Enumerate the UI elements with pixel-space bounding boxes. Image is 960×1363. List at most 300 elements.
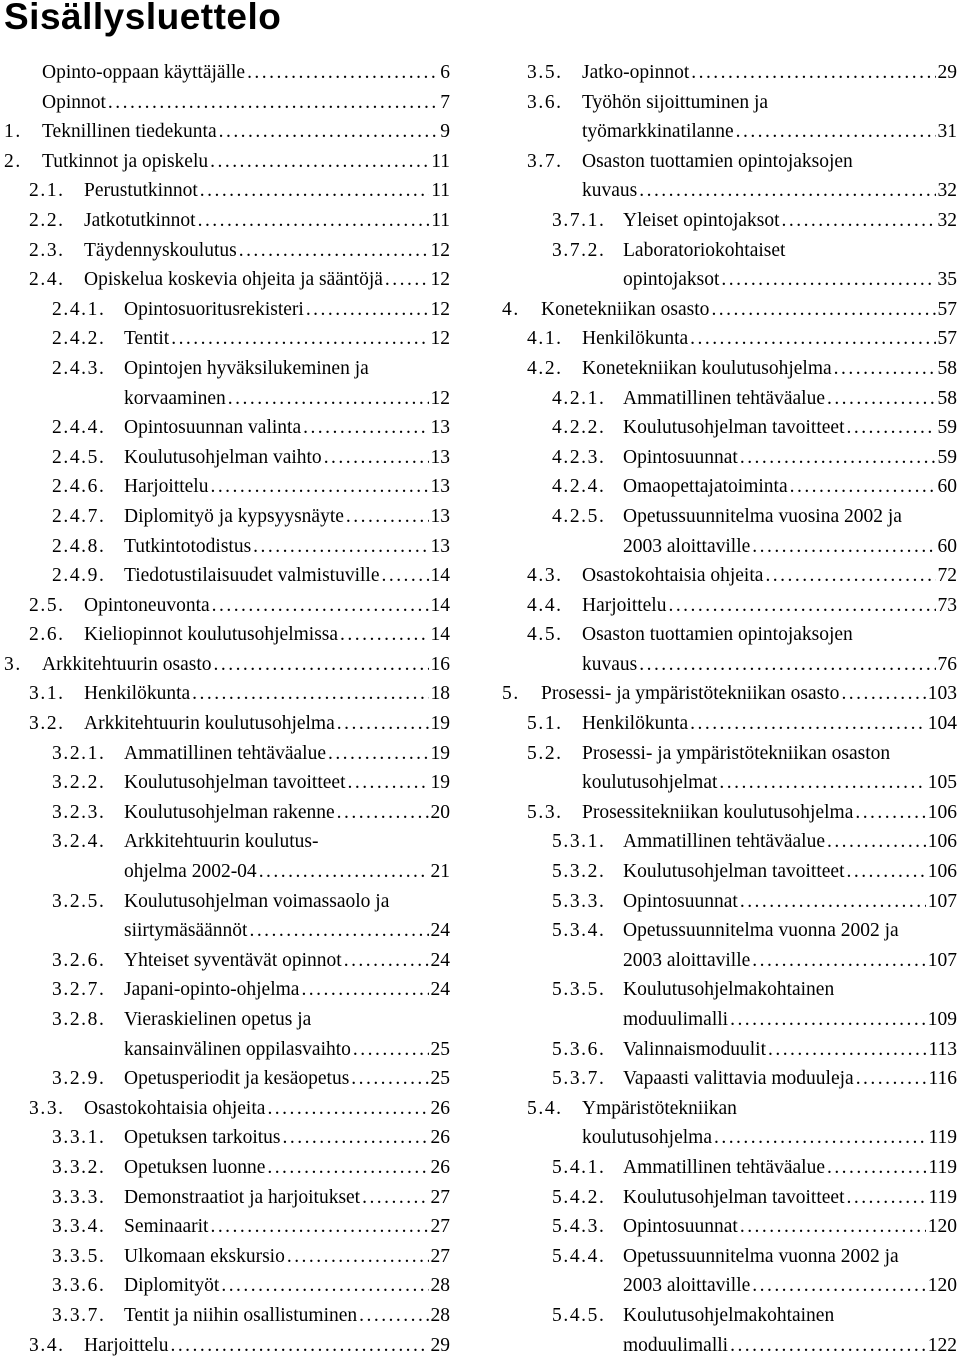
toc-entry-page: 12	[430, 269, 450, 291]
toc-leader-dots	[362, 1183, 428, 1213]
toc-entry-page: 57	[937, 298, 957, 320]
toc-leader-dots	[721, 265, 935, 295]
toc-entry-title: Henkilökunta	[84, 683, 191, 705]
toc-entry-page: 19	[430, 713, 450, 735]
toc-leader-dots	[283, 1123, 429, 1153]
toc-leader-dots	[170, 1331, 428, 1361]
toc-entry-title: Jatkotutkinnot	[84, 209, 196, 231]
toc-entry-title: Tiedotustilaisuudet valmistuville	[124, 565, 380, 587]
toc-leader-dots	[337, 709, 429, 739]
toc-entry-number: 2.	[4, 150, 22, 172]
toc-entry-title: Opinnot	[42, 91, 106, 113]
toc-entry[interactable]	[0, 739, 462, 769]
toc-entry-page: 26	[430, 1097, 450, 1119]
toc-entry-page: 104	[927, 713, 957, 735]
toc-entry-number: 2.1.	[29, 180, 65, 202]
toc-leader-dots	[736, 117, 936, 147]
toc-entry[interactable]	[0, 1005, 462, 1064]
toc-entry[interactable]	[0, 1271, 462, 1301]
toc-entry[interactable]	[502, 620, 960, 679]
toc-entry[interactable]	[502, 354, 960, 384]
toc-entry-title: Tutkintotodistus	[124, 535, 252, 557]
toc-entry-page: 12	[430, 239, 450, 261]
toc-entry-page: 14	[430, 594, 450, 616]
toc-entry-title: Osastokohtaisia ohjeita	[84, 1097, 266, 1119]
toc-entry-title: Seminaarit	[124, 1216, 209, 1238]
toc-entry-page: 29	[937, 62, 957, 83]
toc-entry-page: 59	[937, 417, 957, 439]
toc-leader-dots	[847, 413, 936, 443]
toc-entry[interactable]	[502, 1094, 960, 1153]
toc-entry-page: 19	[430, 772, 450, 794]
toc-entry[interactable]	[0, 117, 462, 147]
toc-entry-title: Prosessi- ja ympäristötekniikan osasto	[541, 683, 840, 705]
toc-entry-number: 5.3.2.	[552, 861, 606, 883]
toc-entry[interactable]	[502, 58, 960, 88]
toc-entry-page: 58	[937, 357, 957, 379]
toc-entry-number: 2.4.7.	[52, 505, 106, 527]
toc-entry-page: 58	[937, 387, 957, 409]
toc-entry-number: 5.4.5.	[552, 1304, 606, 1326]
toc-entry-page: 73	[937, 594, 957, 616]
toc-entry-number: 4.2.5.	[552, 505, 606, 527]
toc-entry-page: 13	[430, 535, 450, 557]
toc-entry-page: 21	[430, 861, 450, 883]
toc-leader-dots	[287, 1242, 429, 1272]
toc-entry-page: 14	[430, 565, 450, 587]
toc-entry[interactable]	[0, 650, 462, 680]
toc-entry-title: Opintojen hyväksilukeminen ja	[124, 357, 369, 379]
toc-entry-page: 25	[430, 1038, 450, 1060]
toc-entry-title: työmarkkinatilanne	[582, 121, 734, 143]
toc-entry[interactable]	[0, 946, 462, 976]
toc-entry-page: 29	[430, 1334, 450, 1356]
toc-entry[interactable]	[0, 1064, 462, 1094]
toc-entry-page: 11	[431, 180, 450, 202]
toc-entry-page: 113	[928, 1038, 957, 1060]
toc-entry-number: 5.4.3.	[552, 1216, 606, 1238]
toc-leader-dots	[214, 650, 429, 680]
toc-leader-dots	[782, 206, 936, 236]
toc-entry-title: Osastokohtaisia ohjeita	[582, 565, 764, 587]
toc-entry-title: korvaaminen	[124, 387, 226, 409]
toc-entry-page: 32	[937, 209, 957, 231]
toc-entry-page: 122	[927, 1334, 957, 1356]
toc-entry[interactable]	[0, 887, 462, 946]
toc-leader-dots	[752, 946, 925, 976]
toc-entry-title: Kieliopinnot koulutusohjelmissa	[84, 624, 339, 646]
toc-entry-page: 24	[430, 920, 450, 942]
toc-entry[interactable]	[0, 798, 462, 828]
toc-entry-title: Koulutusohjelman tavoitteet	[124, 772, 346, 794]
toc-entry-number: 4.2.2.	[552, 417, 606, 439]
toc-leader-dots	[740, 443, 936, 473]
toc-leader-dots	[346, 502, 429, 532]
toc-entry[interactable]	[502, 591, 960, 621]
toc-entry[interactable]	[502, 147, 960, 206]
toc-leader-dots	[228, 384, 429, 414]
toc-entry-number: 5.4.1.	[552, 1156, 606, 1178]
toc-entry-page: 59	[937, 446, 957, 468]
toc-entry-title: Opiskelua koskevia ohjeita ja sääntöjä	[84, 269, 383, 291]
toc-entry-title: Teknillinen tiedekunta	[42, 121, 217, 143]
toc-leader-dots	[247, 58, 438, 88]
toc-entry-page: 14	[430, 624, 450, 646]
toc-entry-title: Tentit	[124, 328, 170, 350]
toc-entry-page: 27	[430, 1245, 450, 1267]
toc-entry-title: Koulutusohjelman tavoitteet	[623, 861, 845, 883]
toc-entry-number: 3.3.	[29, 1097, 65, 1119]
toc-entry-title: Harjoittelu	[582, 594, 667, 616]
toc-entry-page: 106	[927, 831, 957, 853]
toc-entry[interactable]	[0, 1183, 462, 1213]
toc-entry-title: Prosessi- ja ympäristötekniikan osaston	[582, 742, 891, 764]
toc-entry[interactable]	[0, 1242, 462, 1272]
toc-entry[interactable]	[0, 443, 462, 473]
toc-entry-number: 2.5.	[29, 594, 65, 616]
toc-leader-dots	[768, 1035, 926, 1065]
toc-entry[interactable]	[502, 324, 960, 354]
toc-entry[interactable]	[0, 176, 462, 206]
toc-entry[interactable]	[0, 620, 462, 650]
toc-entry-number: 3.3.1.	[52, 1127, 106, 1149]
toc-entry-page: 13	[430, 505, 450, 527]
toc-entry-number: 3.2.3.	[52, 801, 106, 823]
toc-entry[interactable]	[0, 679, 462, 709]
toc-leader-dots	[259, 857, 429, 887]
toc-entry[interactable]	[0, 975, 462, 1005]
toc-entry[interactable]	[0, 1123, 462, 1153]
toc-leader-dots	[328, 739, 429, 769]
toc-entry[interactable]	[0, 827, 462, 886]
toc-entry-title: Koulutusohjelmakohtainen	[623, 1304, 835, 1326]
toc-entry-number: 2.4.4.	[52, 417, 106, 439]
toc-entry-title: 2003 aloittaville	[623, 949, 751, 971]
toc-entry[interactable]	[502, 1301, 960, 1360]
toc-entry-title: Perustutkinnot	[84, 180, 198, 202]
toc-entry-title: Opetusperiodit ja kesäopetus	[124, 1068, 350, 1090]
toc-leader-dots	[253, 532, 428, 562]
toc-entry[interactable]	[0, 561, 462, 591]
toc-entry-title: Koulutusohjelman vaihto	[124, 446, 322, 468]
toc-entry-number: 4.	[502, 298, 520, 320]
toc-entry[interactable]	[502, 1064, 960, 1094]
toc-entry-title: Opintoneuvonta	[84, 594, 210, 616]
toc-entry-page: 24	[430, 979, 450, 1001]
toc-entry-number: 3.4.	[29, 1334, 65, 1356]
toc-leader-dots	[827, 827, 926, 857]
toc-entry-title: Vieraskielinen opetus ja	[124, 1009, 312, 1030]
toc-entry-page: 26	[430, 1156, 450, 1178]
toc-entry[interactable]	[502, 1153, 960, 1183]
toc-entry-page: 57	[937, 328, 957, 350]
toc-entry[interactable]	[0, 502, 462, 532]
toc-leader-dots	[267, 1094, 428, 1124]
toc-entry-title: Osaston tuottamien opintojaksojen	[582, 624, 853, 646]
toc-leader-dots	[306, 295, 429, 325]
toc-entry-page: 106	[927, 801, 957, 823]
toc-entry-page: 116	[928, 1068, 957, 1090]
toc-entry-title: Henkilökunta	[582, 713, 689, 735]
toc-entry-number: 5.3.6.	[552, 1038, 606, 1060]
toc-entry-title: Ammatillinen tehtäväalue	[623, 1156, 825, 1178]
toc-entry-number: 3.7.2.	[552, 239, 606, 261]
toc-entry-number: 3.1.	[29, 683, 65, 705]
toc-entry-title: Jatko-opinnot	[582, 62, 690, 83]
toc-entry[interactable]	[0, 265, 462, 295]
toc-entry-title: moduulimalli	[623, 1009, 729, 1030]
toc-leader-dots	[691, 58, 935, 88]
toc-entry-page: 26	[430, 1127, 450, 1149]
toc-entry-number: 3.3.3.	[52, 1186, 106, 1208]
toc-entry-page: 9	[440, 121, 450, 143]
toc-leader-dots	[210, 1212, 428, 1242]
toc-leader-dots	[730, 1005, 926, 1035]
toc-leader-dots	[239, 236, 429, 266]
toc-entry-number: 3.3.2.	[52, 1156, 106, 1178]
toc-entry-number: 1.	[4, 121, 22, 143]
toc-entry-number: 4.1.	[527, 328, 563, 350]
toc-entry[interactable]	[502, 1242, 960, 1301]
toc-entry[interactable]	[0, 58, 462, 88]
toc-leader-dots	[765, 561, 935, 591]
toc-entry-page: 28	[430, 1275, 450, 1297]
toc-entry-number: 3.5.	[527, 62, 563, 83]
toc-entry-number: 5.1.	[527, 713, 563, 735]
toc-entry-title: ohjelma 2002-04	[124, 861, 257, 883]
toc-entry[interactable]	[0, 1094, 462, 1124]
toc-entry[interactable]	[0, 354, 462, 413]
toc-entry-title: Vapaasti valittavia moduuleja	[623, 1068, 854, 1090]
toc-entry[interactable]	[0, 768, 462, 798]
toc-entry-number: 2.6.	[29, 624, 65, 646]
toc-entry-page: 25	[430, 1068, 450, 1090]
toc-entry-title: Diplomityöt	[124, 1275, 220, 1297]
toc-entry-number: 3.3.4.	[52, 1216, 106, 1238]
toc-entry-title: Opintosuunnat	[623, 446, 738, 468]
toc-entry-page: 7	[440, 91, 450, 113]
toc-entry-page: 32	[937, 180, 957, 202]
toc-entry[interactable]	[502, 472, 960, 502]
toc-entry-number: 4.3.	[527, 565, 563, 587]
toc-entry-number: 4.2.	[527, 357, 563, 379]
toc-leader-dots	[340, 620, 428, 650]
toc-entry[interactable]	[0, 1301, 462, 1331]
toc-entry-title: Opetuksen tarkoitus	[124, 1127, 281, 1149]
toc-entry-title: 2003 aloittaville	[623, 535, 751, 557]
toc-entry-title: Täydennyskoulutus	[84, 239, 237, 261]
toc-entry[interactable]	[0, 709, 462, 739]
toc-leader-dots	[856, 1064, 927, 1094]
toc-entry-title: Ammatillinen tehtäväalue	[623, 831, 825, 853]
toc-leader-dots	[740, 887, 926, 917]
toc-entry[interactable]	[0, 591, 462, 621]
toc-entry[interactable]	[502, 236, 960, 295]
toc-leader-dots	[855, 798, 925, 828]
toc-entry[interactable]	[502, 1183, 960, 1213]
toc-entry[interactable]	[502, 88, 960, 147]
toc-entry[interactable]	[502, 975, 960, 1034]
toc-entry-page: 72	[937, 565, 957, 587]
toc-entry-title: Tentit ja niihin osallistuminen	[124, 1304, 358, 1326]
toc-entry-number: 4.4.	[527, 594, 563, 616]
toc-entry-number: 3.3.6.	[52, 1275, 106, 1297]
toc-entry-number: 5.4.4.	[552, 1245, 606, 1267]
toc-entry-number: 3.	[4, 653, 22, 675]
toc-entry[interactable]	[0, 472, 462, 502]
toc-entry-title: Ulkomaan ekskursio	[124, 1245, 285, 1267]
toc-leader-dots	[303, 413, 428, 443]
toc-entry[interactable]	[502, 561, 960, 591]
toc-entry-number: 5.3.1.	[552, 831, 606, 853]
toc-entry[interactable]	[502, 206, 960, 236]
toc-entry[interactable]	[502, 857, 960, 887]
toc-leader-dots	[351, 1064, 428, 1094]
toc-entry-title: kuvaus	[582, 653, 638, 675]
toc-entry[interactable]	[502, 679, 960, 709]
toc-leader-dots	[719, 768, 925, 798]
toc-entry-title: Koulutusohjelman voimassaolo ja	[124, 890, 390, 912]
toc-leader-dots	[108, 88, 438, 118]
toc-entry-number: 4.5.	[527, 624, 563, 646]
toc-entry-title: Opetussuunnitelma vuosina 2002 ja	[623, 505, 902, 527]
toc-entry[interactable]	[502, 798, 960, 828]
toc-leader-dots	[171, 324, 428, 354]
toc-leader-dots	[714, 1123, 926, 1153]
toc-entry-page: 19	[430, 742, 450, 764]
toc-entry[interactable]	[0, 206, 462, 236]
toc-entry-number: 4.2.3.	[552, 446, 606, 468]
toc-leader-dots	[639, 650, 935, 680]
toc-entry-number: 5.2.	[527, 742, 563, 764]
toc-entry-title: Tutkinnot ja opiskelu	[42, 150, 209, 172]
toc-entry-page: 119	[928, 1156, 957, 1178]
toc-entry[interactable]	[502, 413, 960, 443]
toc-entry[interactable]	[0, 236, 462, 266]
toc-leader-dots	[324, 443, 429, 473]
toc-entry-page: 16	[430, 653, 450, 675]
toc-entry[interactable]	[0, 1212, 462, 1242]
toc-entry-title: Työhön sijoittuminen ja	[582, 91, 769, 113]
toc-entry-number: 2.4.6.	[52, 476, 106, 498]
toc-entry-number: 4.2.4.	[552, 476, 606, 498]
toc-entry-title: Konetekniikan osasto	[541, 298, 710, 320]
toc-entry[interactable]	[0, 324, 462, 354]
toc-entry-title: kansainvälinen oppilasvaihto	[124, 1038, 351, 1060]
toc-entry-title: Opintosuunnat	[623, 1216, 738, 1238]
toc-entry[interactable]	[502, 295, 960, 325]
toc-entry-title: Prosessitekniikan koulutusohjelma	[582, 801, 854, 823]
toc-entry-number: 2.2.	[29, 209, 65, 231]
toc-leader-dots	[827, 1153, 926, 1183]
toc-leader-dots	[752, 1271, 925, 1301]
toc-leader-dots	[337, 798, 429, 828]
toc-entry-title: Yleiset opintojaksot	[623, 209, 780, 231]
toc-leader-dots	[200, 176, 429, 206]
toc-entry-title: Koulutusohjelman tavoitteet	[623, 1186, 845, 1208]
toc-entry-number: 3.2.2.	[52, 772, 106, 794]
toc-entry[interactable]	[502, 887, 960, 917]
toc-entry-page: 20	[430, 801, 450, 823]
toc-entry[interactable]	[502, 827, 960, 857]
toc-leader-dots	[192, 679, 428, 709]
toc-entry-page: 106	[927, 861, 957, 883]
toc-entry-number: 2.4.2.	[52, 328, 106, 350]
toc-leader-dots	[210, 472, 428, 502]
toc-leader-dots	[740, 1212, 926, 1242]
toc-entry-title: Opintosuunnat	[623, 890, 738, 912]
toc-entry-page: 18	[430, 683, 450, 705]
toc-entry-number: 3.2.9.	[52, 1068, 106, 1090]
toc-leader-dots	[359, 1301, 428, 1331]
toc-entry[interactable]	[502, 443, 960, 473]
toc-entry[interactable]	[502, 1212, 960, 1242]
toc-entry[interactable]	[502, 1035, 960, 1065]
toc-leader-dots	[221, 1271, 428, 1301]
toc-entry-number: 5.3.	[527, 801, 563, 823]
toc-entry-title: Koulutusohjelmakohtainen	[623, 979, 835, 1001]
toc-entry-title: Diplomityö ja kypsyysnäyte	[124, 505, 344, 527]
toc-entry-title: Demonstraatiot ja harjoitukset	[124, 1186, 361, 1208]
toc-entry-number: 3.3.7.	[52, 1304, 106, 1326]
toc-entry-page: 76	[937, 653, 957, 675]
toc-entry[interactable]	[502, 384, 960, 414]
toc-entry-title: Laboratoriokohtaiset	[623, 239, 786, 261]
toc-entry-title: Arkkitehtuurin koulutusohjelma	[84, 713, 335, 735]
toc-leader-dots	[301, 975, 428, 1005]
toc-entry[interactable]	[0, 88, 462, 118]
toc-entry-page: 107	[927, 949, 957, 971]
toc-entry-number: 2.4.8.	[52, 535, 106, 557]
toc-entry[interactable]	[502, 916, 960, 975]
toc-entry[interactable]	[0, 147, 462, 177]
toc-leader-dots	[841, 679, 925, 709]
toc-entry-number: 3.2.5.	[52, 890, 106, 912]
toc-entry-page: 60	[937, 476, 957, 498]
toc-leader-dots	[752, 532, 935, 562]
toc-entry[interactable]	[0, 1331, 462, 1361]
toc-entry-number: 2.4.	[29, 269, 65, 291]
toc-entry-title: Harjoittelu	[84, 1334, 169, 1356]
toc-entry-title: Konetekniikan koulutusohjelma	[582, 357, 832, 379]
toc-entry-title: Ympäristötekniikan	[582, 1097, 737, 1119]
toc-leader-dots	[639, 176, 935, 206]
toc-entry-number: 5.3.4.	[552, 920, 606, 942]
toc-entry[interactable]	[0, 413, 462, 443]
toc-leader-dots	[353, 1035, 429, 1065]
toc-entry[interactable]	[0, 295, 462, 325]
toc-entry-number: 5.4.2.	[552, 1186, 606, 1208]
toc-entry[interactable]	[502, 502, 960, 561]
toc-entry[interactable]	[502, 709, 960, 739]
toc-entry[interactable]	[502, 739, 960, 798]
toc-leader-dots	[847, 1183, 927, 1213]
toc-entry-page: 24	[430, 949, 450, 971]
toc-entry-page: 13	[430, 476, 450, 498]
toc-leader-dots	[348, 768, 429, 798]
toc-entry-number: 2.4.5.	[52, 446, 106, 468]
toc-entry-page: 11	[431, 150, 450, 172]
toc-entry-page: 13	[430, 446, 450, 468]
toc-entry[interactable]	[0, 1153, 462, 1183]
toc-leader-dots	[690, 324, 935, 354]
toc-leader-dots	[210, 147, 429, 177]
toc-entry-page: 27	[430, 1186, 450, 1208]
toc-entry[interactable]	[0, 532, 462, 562]
toc-entry-page: 120	[927, 1275, 957, 1297]
toc-leader-dots	[385, 265, 429, 295]
toc-entry-title: Koulutusohjelman tavoitteet	[623, 417, 845, 439]
